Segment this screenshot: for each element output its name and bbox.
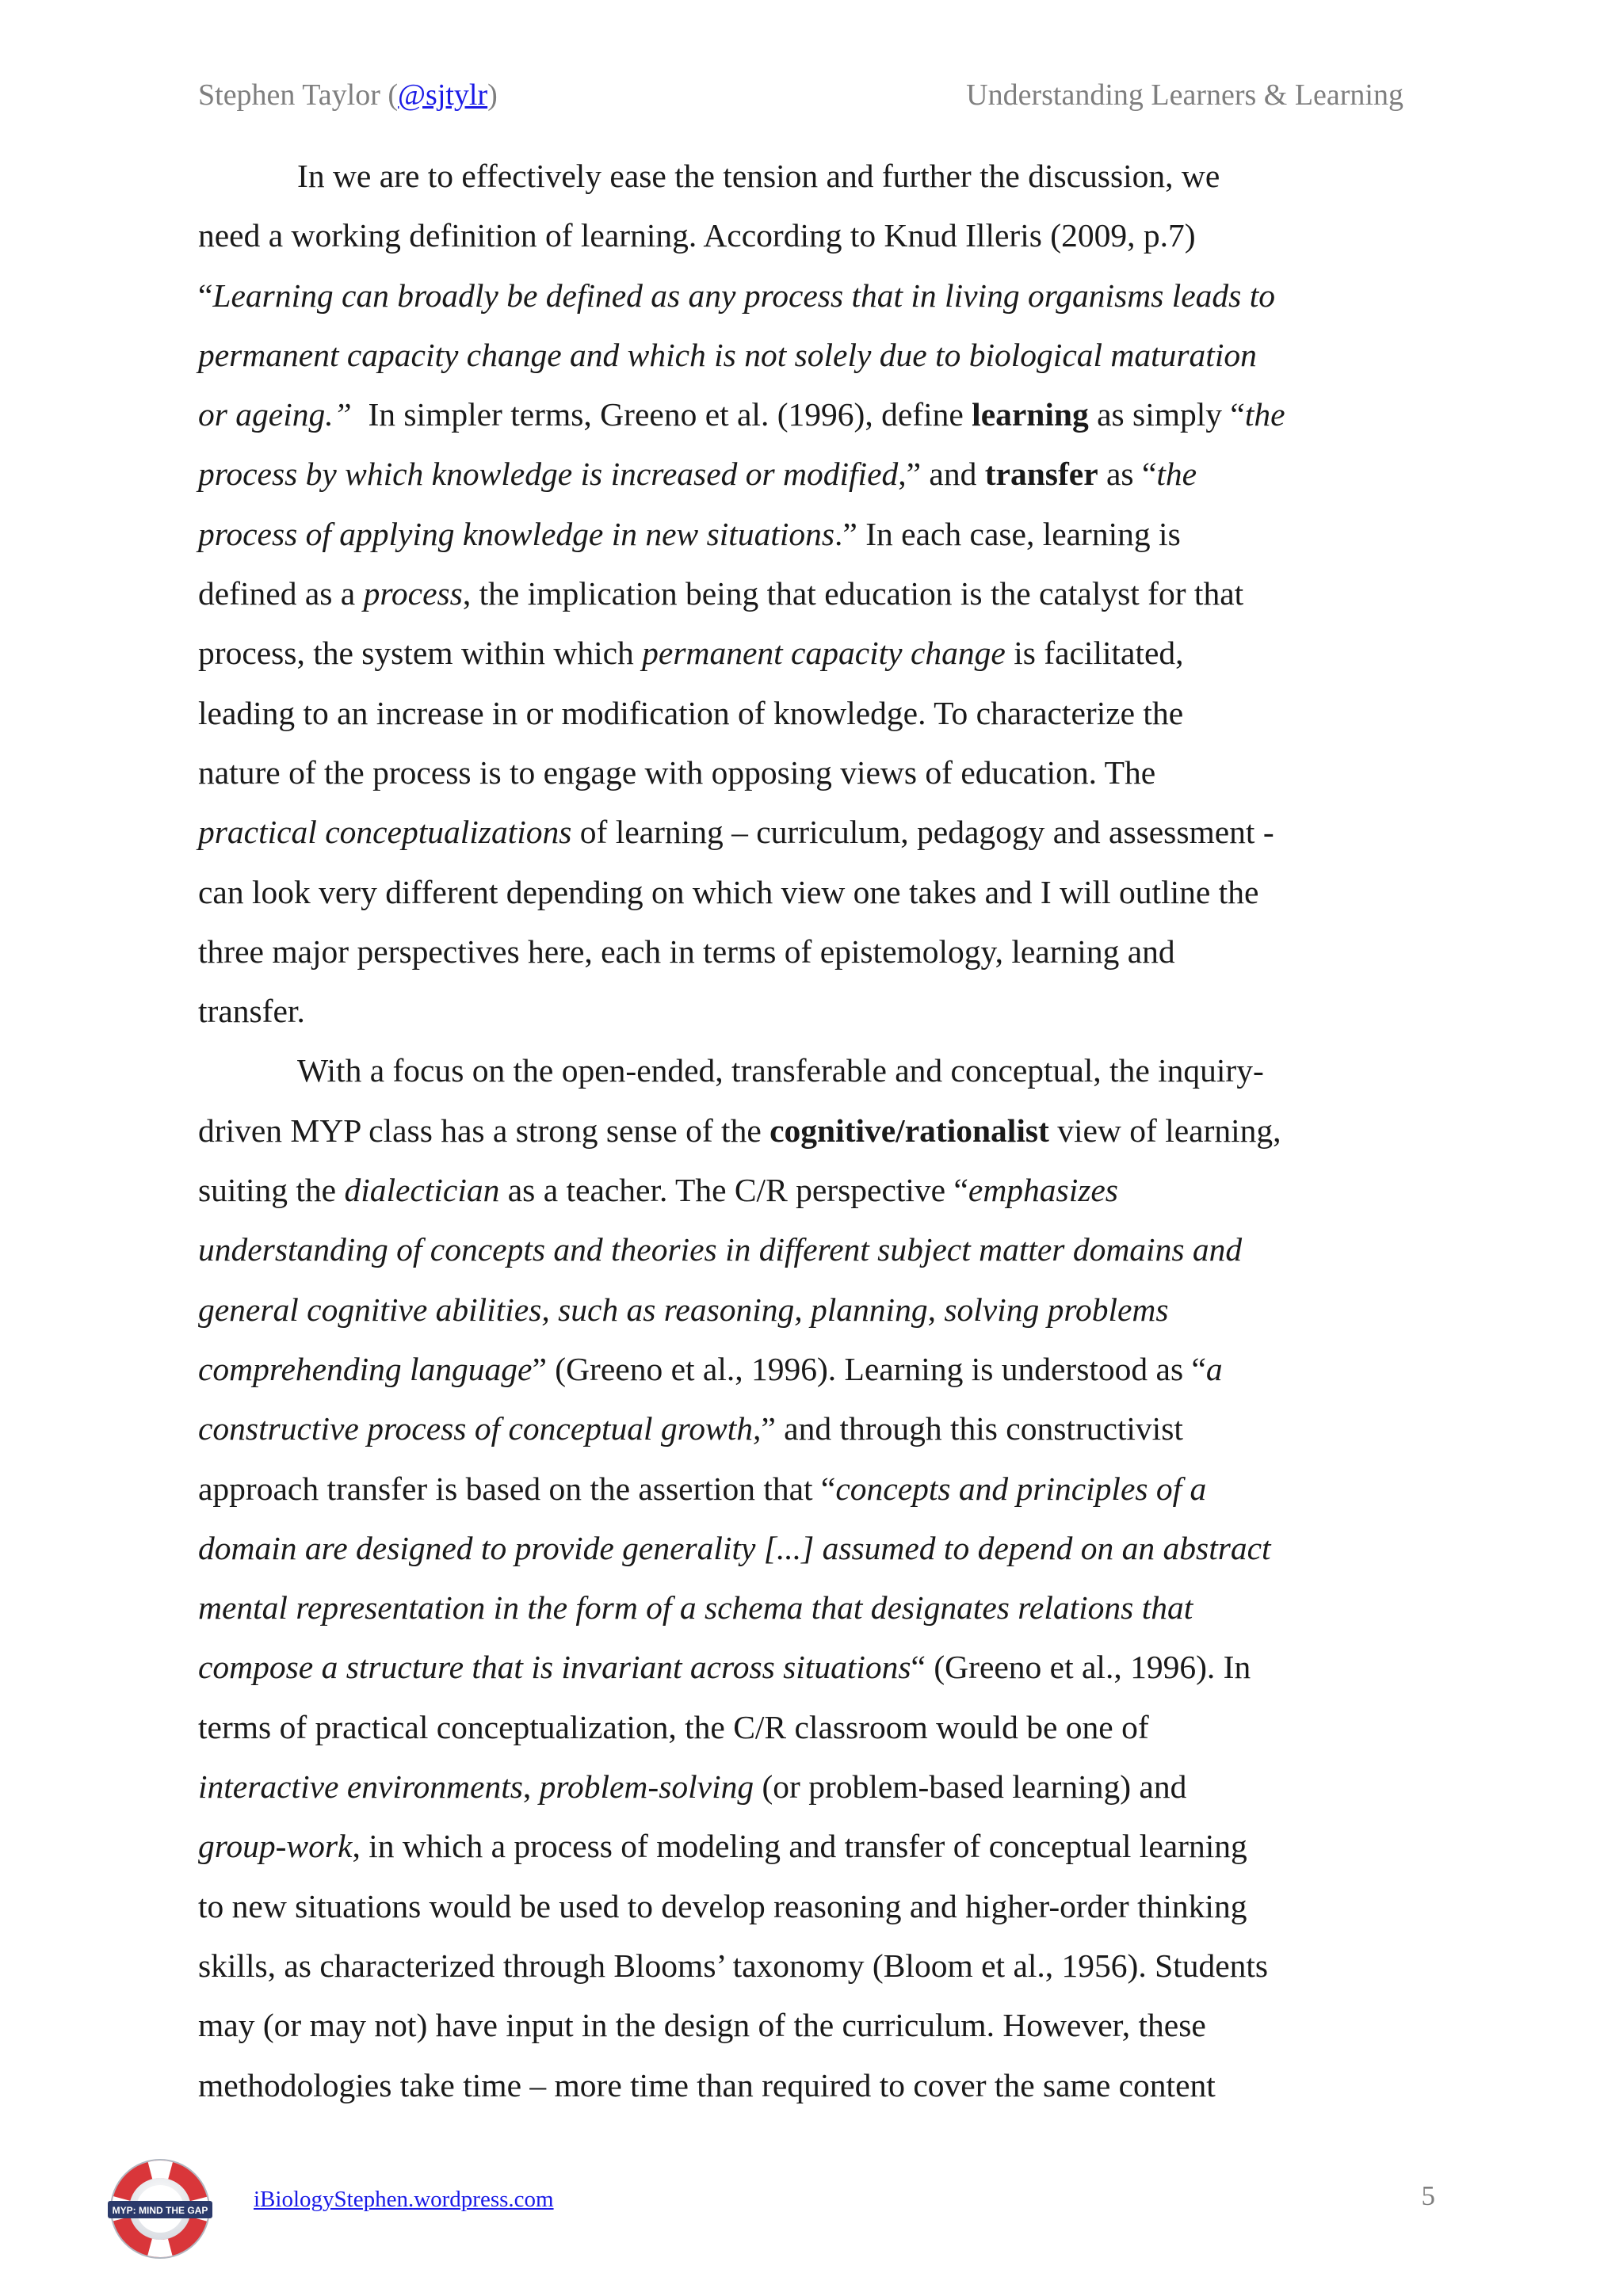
text-span: suiting the: [198, 1172, 345, 1209]
italic-span: practical conceptualizations: [198, 814, 572, 851]
logo-text: MYP: MIND THE GAP: [112, 2205, 208, 2216]
text-span: , the implication being that education is the catalyst for that: [462, 575, 1244, 612]
italic-span: process by which knowledge is increased or modified: [198, 456, 899, 493]
text-span: defined as a: [198, 575, 364, 612]
italic-span: domain are designed to provide generality [...] assumed to depend on an abstract: [198, 1529, 1271, 1566]
text-line: [198, 326, 1436, 385]
italic-span: compose a structure that is invariant across situations: [198, 1649, 911, 1686]
text-span: may (or may not) have input in the design of the curriculum. However, these: [198, 2007, 1206, 2044]
text-span: terms of practical conceptualization, the C/R classroom would be one of: [198, 1708, 1149, 1745]
text-span: as simply “: [1088, 396, 1245, 433]
text-line: [198, 444, 1436, 504]
italic-span: interactive environments: [198, 1768, 523, 1806]
italic-span: process of applying knowledge in new situations: [198, 515, 835, 552]
text-span: as “: [1098, 456, 1157, 493]
text-span: skills, as characterized through Blooms’ taxonomy (Bloom et al., 1956). Students: [198, 1947, 1269, 1984]
text-span: ” (Greeno et al., 1996). Learning is understood as “: [532, 1350, 1206, 1387]
text-line: [198, 1161, 1436, 1220]
text-line: [198, 1638, 1436, 1697]
header-author-suffix: ): [487, 78, 498, 112]
italic-span: permanent capacity change: [642, 635, 1006, 672]
italic-span: constructive process of conceptual growth,: [198, 1410, 762, 1447]
page-number: 5: [1421, 2180, 1435, 2211]
text-line: [198, 1936, 1436, 1996]
text-line: [198, 1877, 1436, 1936]
text-line: [198, 147, 1436, 206]
text-span: transfer.: [198, 993, 305, 1030]
text-span: approach transfer is based on the assertion that “: [198, 1470, 836, 1507]
italic-span: dialectician: [344, 1172, 500, 1209]
italic-span: process: [363, 575, 463, 612]
text-line: [198, 266, 1436, 326]
text-line: [198, 1340, 1436, 1399]
italic-span: permanent capacity change and which is not solely due to biological maturation: [198, 336, 1257, 373]
text-line: [198, 803, 1436, 862]
text-line: [198, 206, 1436, 265]
text-line: [198, 1698, 1436, 1757]
logo-icon: [105, 2153, 216, 2264]
italic-span: a: [1205, 1350, 1223, 1387]
text-span: ,” and: [898, 456, 985, 493]
bold-span: transfer: [984, 456, 1098, 493]
italic-span: or ageing.”: [198, 396, 352, 433]
text-span: three major perspectives here, each in terms of epistemology, learning and: [198, 933, 1175, 970]
header-title: Understanding Learners & Learning: [966, 78, 1403, 112]
text-line: [198, 743, 1436, 803]
text-line: [198, 1280, 1436, 1340]
text-line: [198, 1101, 1436, 1161]
text-span: nature of the process is to engage with opposing views of education. The: [198, 753, 1156, 791]
text-span: In we are to effectively ease the tension and further the discussion, we: [297, 158, 1220, 194]
text-span: is facilitated,: [1005, 635, 1184, 672]
italic-span: concepts and principles of a: [835, 1470, 1207, 1507]
text-line: [198, 505, 1436, 564]
text-line: [198, 1220, 1436, 1280]
text-span: as a teacher. The C/R perspective “: [499, 1172, 968, 1209]
text-span: ,: [522, 1768, 540, 1806]
text-line: [198, 1459, 1436, 1519]
text-line: [198, 1399, 1436, 1459]
text-line: [198, 624, 1436, 683]
italic-span: Learning can broadly be defined as any process that in living organisms leads to: [212, 277, 1275, 314]
italic-span: the: [1156, 456, 1197, 493]
text-span: can look very different depending on which view one takes and I will outline the: [198, 873, 1259, 910]
text-span: need a working definition of learning. According to Knud Illeris (2009, p.7): [198, 217, 1196, 254]
italic-span: general cognitive abilities, such as reasoning, planning, solving problems: [198, 1291, 1169, 1328]
text-line: [198, 1519, 1436, 1578]
author-handle-link[interactable]: @sjtylr: [398, 78, 488, 112]
text-span: “: [198, 277, 213, 314]
italic-span: comprehending language: [198, 1350, 533, 1387]
italic-span: mental representation in the form of a schema that designates relations that: [198, 1589, 1193, 1627]
text-span: ” and through this constructivist: [761, 1410, 1183, 1447]
text-span: process, the system within which: [198, 635, 643, 672]
body-text: [198, 147, 1436, 2115]
text-line: [198, 2056, 1436, 2115]
text-span: “ (Greeno et al., 1996). In: [911, 1649, 1251, 1686]
italic-span: problem-solving: [539, 1768, 754, 1806]
text-span: methodologies take time – more time than required to cover the same content: [198, 2066, 1216, 2103]
text-span: view of learning,: [1048, 1112, 1281, 1149]
text-line: [198, 1041, 1436, 1100]
text-span: , in which a process of modeling and transfer of conceptual learning: [352, 1828, 1247, 1865]
text-span: (or problem-based learning) and: [754, 1768, 1187, 1806]
text-line: [198, 564, 1436, 624]
text-line: [198, 1757, 1436, 1817]
text-span: driven MYP class has a strong sense of the: [198, 1112, 770, 1149]
text-span: In simpler terms, Greeno et al. (1996), define: [351, 396, 972, 433]
text-span: leading to an increase in or modification of knowledge. To characterize the: [198, 694, 1184, 731]
text-line: [198, 1817, 1436, 1876]
text-line: [198, 385, 1436, 444]
text-line: [198, 1996, 1436, 2055]
text-line: [198, 684, 1436, 743]
bold-span: learning: [972, 396, 1089, 433]
italic-span: the: [1244, 396, 1285, 433]
text-span: to new situations would be used to develop reasoning and higher-order thinking: [198, 1887, 1247, 1924]
text-span: .” In each case, learning is: [834, 515, 1181, 552]
header-author-prefix: Stephen Taylor (: [198, 78, 399, 112]
text-span: of learning – curriculum, pedagogy and assessment -: [571, 814, 1274, 851]
italic-span: group-work: [198, 1828, 353, 1865]
italic-span: emphasizes: [968, 1172, 1118, 1209]
text-line: [198, 922, 1436, 982]
header-author: [198, 76, 498, 114]
text-span: With a focus on the open-ended, transferable and conceptual, the inquiry-: [297, 1052, 1264, 1089]
bold-span: cognitive/rationalist: [769, 1112, 1049, 1149]
text-line: [198, 1578, 1436, 1638]
text-line: [198, 982, 1436, 1041]
footer-website-link[interactable]: iBiologyStephen.wordpress.com: [254, 2187, 554, 2212]
text-line: [198, 863, 1436, 922]
italic-span: understanding of concepts and theories in different subject matter domains and: [198, 1231, 1243, 1268]
